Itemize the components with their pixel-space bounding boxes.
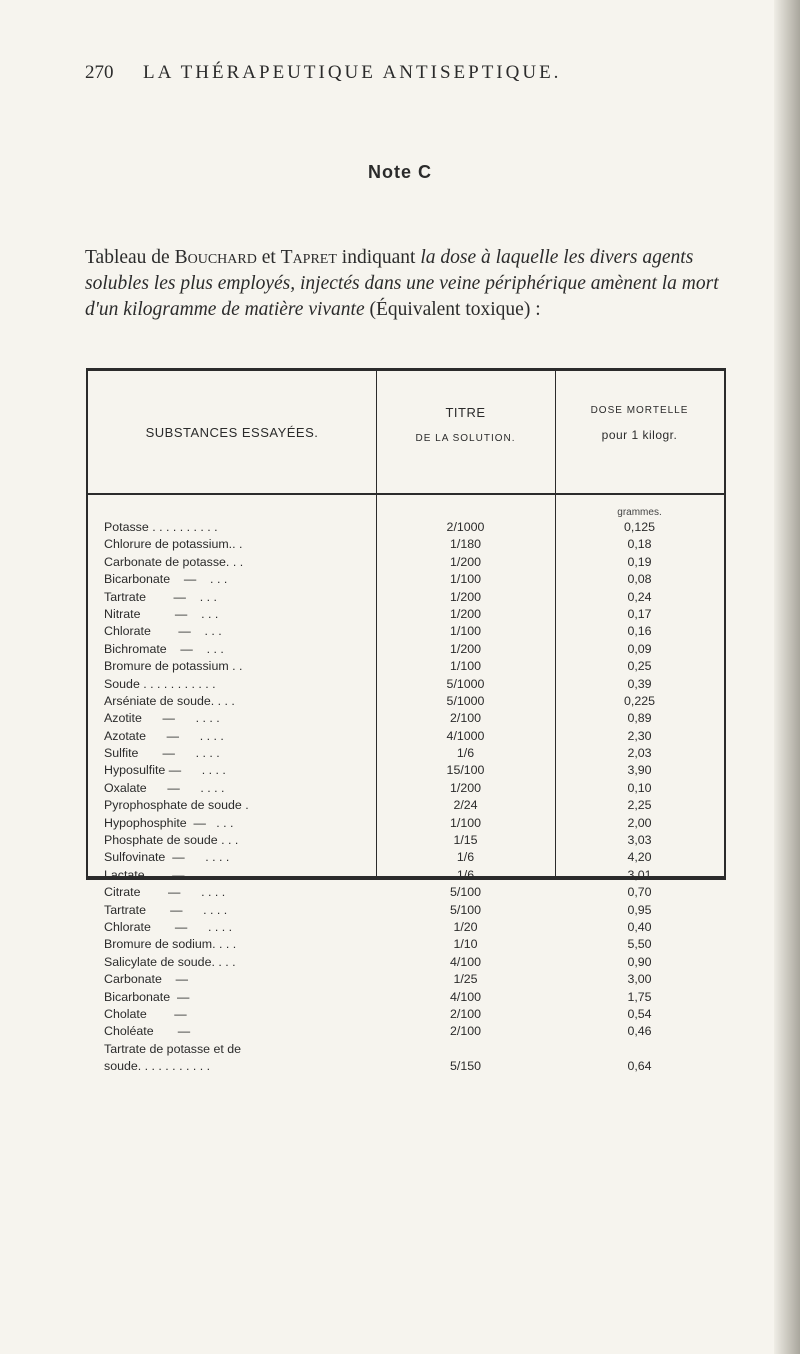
titre-value: 1/25	[453, 972, 478, 987]
dose-value: 1,75	[627, 989, 652, 1004]
titre-value: 1/100	[449, 815, 481, 830]
titre-value: 5/100	[449, 902, 481, 917]
titre-value: 1/200	[449, 641, 481, 656]
dose-value: 0,25	[627, 659, 652, 674]
unit-label: grammes.	[617, 507, 662, 518]
substance-name: Salicylate de soude. . . .	[104, 954, 236, 969]
titre-value: 1/15	[453, 833, 478, 848]
substance-name: Sulfite — . . . .	[104, 746, 220, 761]
dose-value: 0,09	[627, 641, 652, 656]
intro-suffix: (Équivalent toxique) :	[369, 299, 541, 320]
titre-value: 15/100	[446, 763, 485, 778]
substance-name: Tartrate de potasse et de	[104, 1041, 242, 1056]
intro-conj: et	[261, 247, 276, 268]
titre-value: 1/100	[449, 659, 481, 674]
titre-value: 1/10	[453, 937, 478, 952]
dose-value: 0,125	[623, 520, 655, 534]
author-tapret: Tapret	[280, 247, 337, 268]
table-row	[88, 728, 724, 745]
dose-value: 0,24	[627, 589, 652, 604]
dose-value: 0,89	[627, 711, 652, 726]
page-number: 270	[85, 62, 114, 83]
dose-value: 0,17	[627, 606, 652, 621]
substance-name: Nitrate — . . .	[104, 606, 219, 621]
header-dose	[555, 405, 724, 442]
table-row	[88, 710, 724, 727]
table-row	[88, 693, 724, 710]
table-row	[88, 884, 724, 901]
intro-italic: la dose à laquelle les divers agents solubles les plus employés, injectés dans une veine périphérique amènent la mort d'un kilogramme de matière vivante	[85, 247, 719, 320]
titre-value: 5/150	[449, 1058, 481, 1073]
substance-name: Carbonate de potasse. . .	[104, 554, 244, 569]
titre-value: 2/1000	[446, 520, 485, 534]
substance-name: Chlorure de potassium.. .	[104, 537, 243, 552]
titre-value: 1/200	[449, 589, 481, 604]
table-row	[88, 536, 724, 553]
table-row	[88, 676, 724, 693]
table-row	[88, 606, 724, 623]
substance-name: Choléate —	[104, 1024, 191, 1039]
note-title: Note C	[368, 162, 432, 182]
toxicity-table	[86, 368, 726, 1073]
titre-value: 1/200	[449, 606, 481, 621]
dose-value: 5,50	[627, 937, 652, 952]
substance-name: Azotite — . . . .	[104, 711, 220, 726]
substance-name-cont: soude. . . . . . . . . . .	[104, 1058, 211, 1073]
header-dose-sublabel: pour 1 kilogr.	[601, 428, 678, 442]
table-row	[88, 971, 724, 988]
dose-value: 4,20	[627, 850, 652, 865]
table-row	[88, 867, 724, 884]
dose-value: 0,19	[627, 554, 652, 569]
table-row	[88, 780, 724, 797]
header-titre	[376, 405, 555, 444]
substance-name: Chlorate — . . .	[104, 624, 222, 639]
substance-name: Citrate — . . . .	[104, 885, 226, 900]
table-row	[88, 797, 724, 814]
table-row	[88, 815, 724, 832]
dose-value: 0,08	[627, 572, 652, 587]
author-bouchard: Bouchard	[174, 247, 257, 268]
substance-name: Arséniate de soude. . . .	[104, 693, 235, 708]
titre-value: 1/6	[456, 867, 475, 882]
table-row	[88, 623, 724, 640]
titre-value: 5/100	[449, 885, 481, 900]
substance-name: Chlorate — . . . .	[104, 919, 233, 934]
running-title: LA THÉRAPEUTIQUE ANTISEPTIQUE.	[143, 62, 562, 83]
substance-name: Carbonate —	[104, 972, 189, 987]
titre-value: 1/200	[449, 554, 481, 569]
titre-value: 2/100	[449, 1024, 481, 1039]
substance-name: Bicarbonate —	[104, 989, 190, 1004]
table-row	[88, 849, 724, 866]
table-row	[88, 1006, 724, 1023]
substance-name: Phosphate de soude . . .	[104, 833, 239, 848]
titre-value: 4/1000	[446, 728, 485, 743]
table-row	[88, 658, 724, 675]
substance-name: Bicarbonate — . . .	[104, 572, 228, 587]
dose-value: 0,225	[623, 693, 655, 708]
table-row	[88, 641, 724, 658]
titre-value: 4/100	[449, 989, 481, 1004]
dose-value: 2,25	[627, 798, 652, 813]
substance-name: Bichromate — . . .	[104, 641, 224, 656]
dose-value: 0,18	[627, 537, 652, 552]
table-row	[88, 919, 724, 936]
table-row	[88, 745, 724, 762]
titre-value: 5/1000	[446, 693, 485, 708]
titre-value: 4/100	[449, 954, 481, 969]
dose-value: 0,90	[627, 954, 652, 969]
substance-name: Oxalate — . . . .	[104, 780, 225, 795]
page-edge-shadow	[774, 0, 800, 1354]
header-substances-label: SUBSTANCES ESSAYÉES.	[145, 424, 319, 440]
substance-name: Hyposulfite — . . . .	[104, 763, 226, 778]
dose-value: 0,70	[627, 885, 652, 900]
dose-value: 0,95	[627, 902, 652, 917]
table-row	[88, 519, 724, 536]
titre-value: 1/100	[449, 572, 481, 587]
intro-prefix: Tableau de	[85, 247, 170, 268]
substance-name: Sulfovinate — . . . .	[104, 850, 230, 865]
table-row	[88, 554, 724, 571]
table-row	[88, 571, 724, 588]
dose-value: 3,00	[627, 972, 652, 987]
titre-value: 1/100	[449, 624, 481, 639]
titre-value: 1/6	[456, 746, 475, 761]
substance-name: Pyrophosphate de soude .	[104, 798, 249, 813]
table-row	[88, 1023, 724, 1040]
substance-name: Cholate —	[104, 1006, 187, 1021]
header-titre-sublabel: DE LA SOLUTION.	[415, 433, 516, 444]
titre-value: 1/6	[456, 850, 475, 865]
substance-name: Potasse . . . . . . . . . .	[104, 520, 218, 534]
header-dose-label: DOSE MORTELLE	[590, 405, 689, 416]
table-row	[88, 832, 724, 849]
table-row	[88, 902, 724, 919]
titre-value: 5/1000	[446, 676, 485, 691]
substance-name: Bromure de sodium. . . .	[104, 937, 237, 952]
dose-value: 3,90	[627, 763, 652, 778]
dose-value: 3,03	[627, 833, 652, 848]
intro-paragraph	[85, 245, 735, 323]
intro-verb: indiquant	[341, 247, 416, 268]
dose-value: 0,39	[627, 676, 652, 691]
titre-value: 1/200	[449, 780, 481, 795]
substance-name: Tartrate — . . . .	[104, 902, 228, 917]
substance-name: Azotate — . . . .	[104, 728, 224, 743]
dose-value: 2,03	[627, 746, 652, 761]
dose-value: 3,01	[627, 867, 652, 882]
dose-value: 2,00	[627, 815, 652, 830]
substance-name: Lactate — . . . .	[104, 867, 230, 882]
table-row	[88, 936, 724, 953]
table-row	[88, 762, 724, 779]
titre-value: 1/180	[449, 537, 481, 552]
header-titre-label: TITRE	[445, 405, 486, 420]
titre-value: 2/100	[449, 711, 481, 726]
dose-value: 2,30	[627, 728, 652, 743]
substance-name: Bromure de potassium . .	[104, 659, 243, 674]
dose-value: 0,16	[627, 624, 652, 639]
dose-value: 0,46	[627, 1024, 652, 1039]
dose-value: 0,40	[627, 919, 652, 934]
titre-value: 2/24	[453, 798, 478, 813]
header-substances	[88, 371, 376, 493]
header-divider	[88, 493, 724, 495]
table-row	[88, 954, 724, 971]
table-body	[88, 519, 724, 1075]
dose-value: 0,10	[627, 780, 652, 795]
substance-name: Soude . . . . . . . . . . .	[104, 676, 216, 691]
substance-name: Tartrate — . . .	[104, 589, 217, 604]
dose-value: 0,64	[627, 1058, 652, 1073]
table-row-last	[88, 1041, 724, 1075]
dose-value: 0,54	[627, 1006, 652, 1021]
titre-value: 1/20	[453, 919, 478, 934]
table-row	[88, 589, 724, 606]
table-row	[88, 989, 724, 1006]
titre-value: 2/100	[449, 1006, 481, 1021]
substance-name: Hypophosphite — . . .	[104, 815, 234, 830]
